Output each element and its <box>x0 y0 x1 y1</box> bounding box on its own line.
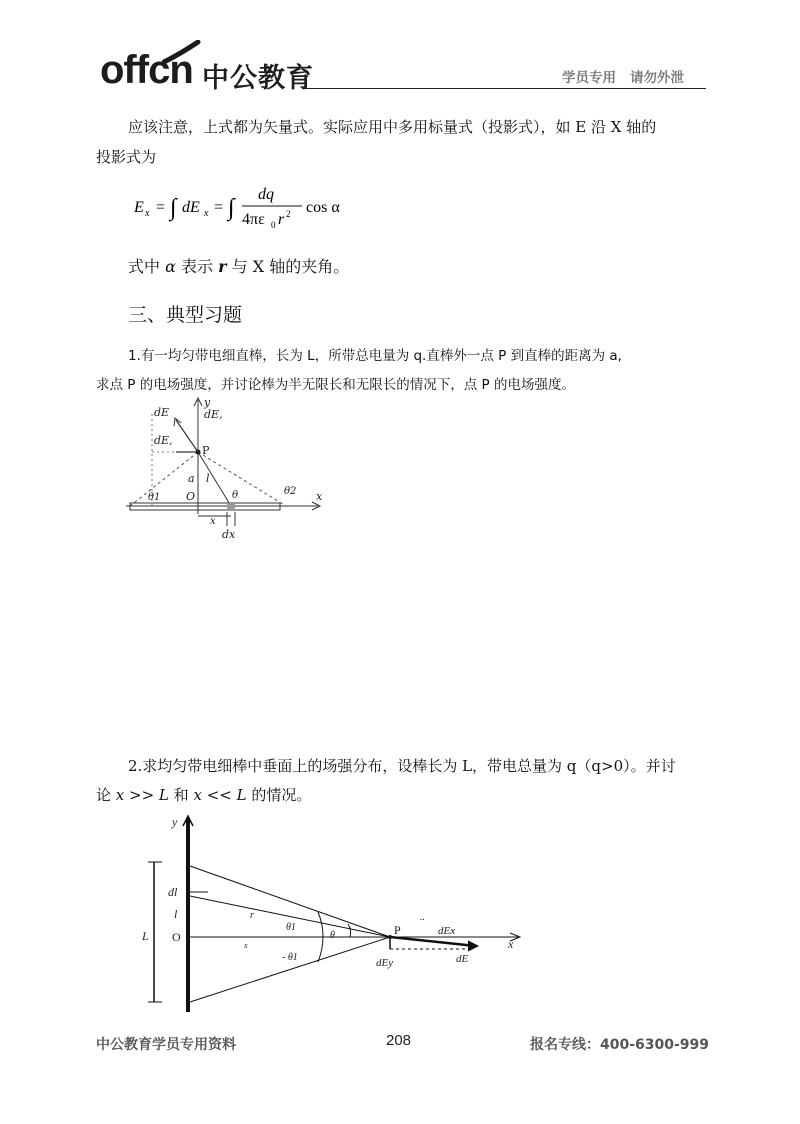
fig1-dE-arrow <box>176 420 198 452</box>
problem2-line2 <box>96 781 311 809</box>
logo-latin: offcn <box>100 48 193 92</box>
eq-dEx: dE <box>182 199 200 216</box>
problem2-line1: 2.求均匀带电细棒中垂面上的场强分布，设棒长为 L，带电总量为 q（q>0）。并讨 <box>128 757 676 775</box>
fig2-label-theta1: θ1 <box>286 922 296 933</box>
fig1-point-P <box>196 450 201 455</box>
p2-mid: 和 <box>173 786 189 804</box>
eq-equals-1: = <box>156 199 166 216</box>
fig1-label-P: P <box>202 444 210 457</box>
fig2-label-L: L <box>142 929 149 943</box>
eq-lhs: E <box>134 199 144 216</box>
fig2-label-y: y <box>172 815 178 829</box>
note-post: 与 X 轴的夹角。 <box>231 257 350 276</box>
eq-integral-1: ∫ <box>170 195 177 221</box>
para1-line1: 应该注意，上式都为矢量式。实际应用中多用标量式（投影式），如 E 沿 X 轴的 <box>128 118 657 136</box>
fig1-dx-element <box>227 503 235 510</box>
fig2-bottom-line <box>190 937 390 1002</box>
note-line <box>128 253 349 281</box>
problem1-line2: 求点 P 的电场强度，并讨论棒为半无限长和无限长的情况下，点 P 的电场强度。 <box>96 377 575 393</box>
fig2-label-x: x <box>244 941 248 950</box>
para1-line2: 投影式为 <box>96 148 157 166</box>
logo-chinese: 中公教育 <box>202 63 314 94</box>
fig2-label-dEx: dEx <box>438 925 456 937</box>
eq-lhs-sub: x <box>145 208 150 219</box>
fig1-label-dEy: dE, <box>204 408 223 421</box>
header-notice-2: 请勿外泄 <box>630 70 684 86</box>
note-mid: 表示 <box>181 257 214 276</box>
eq-den-sup: 2 <box>286 209 291 219</box>
note-r: r <box>218 257 227 276</box>
fig1-label-dEx: dE, <box>154 434 173 447</box>
eq-integral-2: ∫ <box>228 195 235 221</box>
fig1-label-dx: dx <box>222 528 236 541</box>
fig1-r-line <box>198 452 231 506</box>
fig2-label-dl: dl <box>168 885 178 899</box>
section-title: 三、典型习题 <box>128 304 243 326</box>
eq-den-r: r <box>278 211 285 228</box>
fig1-label-dE: dE <box>154 406 170 419</box>
fig2-label-dots: .. <box>420 912 425 923</box>
fig2-label-r: r <box>250 910 254 921</box>
header-rule <box>302 88 706 89</box>
fig1-label-theta2: θ2 <box>284 486 297 497</box>
logo-swoosh-icon <box>162 40 202 66</box>
fig2-label-theta: θ <box>330 930 335 941</box>
figure1-rod-diagram <box>126 396 336 544</box>
p2-post: 的情况。 <box>251 786 312 804</box>
p2-pre: 论 <box>96 786 112 804</box>
eq-dEx-sub: x <box>204 208 209 219</box>
problem1-line1: 1.有一均匀带电细直棒，长为 L，所带总电量为 q.直棒外一点 P 到直棒的距离为 a, <box>128 348 622 364</box>
eq-denominator: 4πε <box>242 211 265 228</box>
header-notice-1: 学员专用 <box>562 70 616 86</box>
header-notice <box>548 66 684 86</box>
fig1-label-l: l <box>206 472 210 485</box>
eq-numerator: dq <box>258 186 274 203</box>
page-number: 208 <box>386 1032 412 1049</box>
fig1-label-a: a <box>188 472 195 485</box>
fig2-label-dEy: dEy <box>376 957 394 969</box>
fig2-label-P: P <box>394 923 401 937</box>
p2-cond2: x << L <box>193 786 247 804</box>
fig2-point-P <box>388 935 392 939</box>
eq-den-sub: 0 <box>271 220 276 230</box>
fig1-label-x-span: x <box>210 516 216 527</box>
fig2-label-dE: dE <box>456 953 469 965</box>
fig2-label-l: l <box>174 907 178 921</box>
eq-equals-2: = <box>214 199 224 216</box>
note-alpha: α <box>165 257 176 276</box>
fig2-label-neg-theta1: - θ1 <box>282 952 298 963</box>
fig1-label-y: y <box>204 396 211 409</box>
fig1-label-O: O <box>186 490 196 503</box>
note-pre: 式中 <box>128 257 161 276</box>
fig1-dash-right <box>198 452 286 506</box>
fig1-label-theta1: θ1 <box>148 492 161 503</box>
fig2-theta-arc <box>348 924 351 937</box>
fig1-label-x-axis: x <box>316 490 323 503</box>
footer-left: 中公教育学员专用资料 <box>96 1037 236 1053</box>
fig1-label-theta: θ <box>232 490 239 501</box>
p2-cond1: x >> L <box>115 786 169 804</box>
projection-equation <box>130 182 370 232</box>
figure2-perpendicular-field-diagram <box>138 814 538 1014</box>
eq-cos: cos α <box>306 199 340 216</box>
footer-hotline: 报名专线：400-6300-999 <box>530 1037 710 1053</box>
fig2-label-x-axis: x <box>508 937 514 951</box>
fig2-dE-arrow <box>390 937 476 946</box>
fig2-label-O: O <box>172 930 181 944</box>
